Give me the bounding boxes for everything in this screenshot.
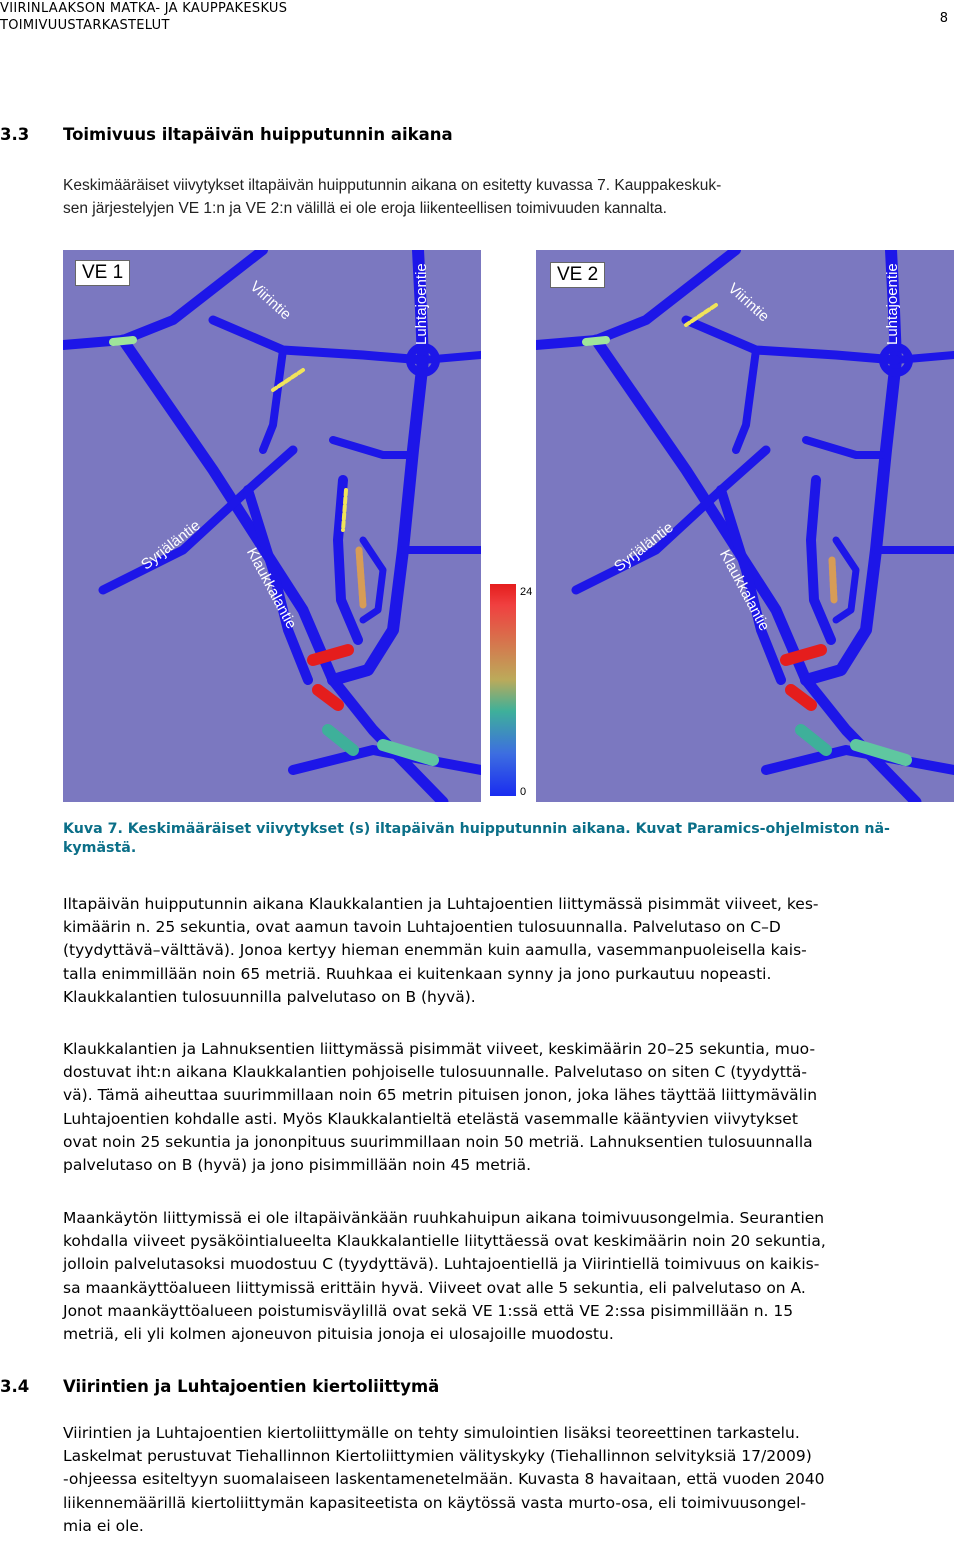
intro-line: Keskimääräiset viivytykset iltapäivän huipputunnin aikana on esitetty kuvassa 7. Kauppakeskuk- bbox=[63, 177, 722, 194]
text-line: talla enimmillään noin 65 metriä. Ruuhkaa ei kuitenkaan synny ja jono purkautuu nopeasti. bbox=[63, 964, 772, 983]
map-ve1-label: VE 1 bbox=[75, 260, 130, 286]
road-label-viirintie: Viirintie bbox=[724, 280, 773, 326]
text-line: kohdalla viiveet pysäköintialueelta Klaukkalantielle liityttäessä ovat keskimäärin noin 20 sekuntia, bbox=[63, 1232, 826, 1251]
intro-line: sen järjestelyjen VE 1:n ja VE 2:n välillä ei ole eroja liikenteellisen toimivuuden kannalta. bbox=[63, 200, 667, 218]
text-line: Klaukkalantien tulosuunnilla palvelutaso on B (hyvä). bbox=[63, 987, 476, 1006]
road-label-viirintie: Viirintie bbox=[246, 278, 295, 324]
section-number: 3.4 bbox=[0, 1377, 30, 1396]
body-paragraph bbox=[63, 1422, 953, 1538]
text-line: mia ei ole. bbox=[63, 1516, 144, 1535]
document-header bbox=[0, 0, 287, 34]
text-line: (tyydyttävä–välttävä). Jonoa kertyy hieman enemmän kuin aamulla, vasemmanpuoleisella kais- bbox=[63, 941, 807, 960]
intro-paragraph bbox=[63, 174, 953, 220]
legend-min-value: 0 bbox=[520, 786, 527, 798]
text-line: Laskelmat perustuvat Tiehallinnon Kiertoliittymien välityskyky (Tiehallinnon selvityksiä 17/2009) bbox=[63, 1447, 812, 1466]
caption-line: kymästä. bbox=[63, 840, 137, 856]
road-label-syrjalantie: Syrjäläntie bbox=[611, 518, 677, 576]
delay-color-scale bbox=[490, 584, 516, 796]
text-line: Klaukkalantien ja Lahnuksentien liittymässä pisimmät viiveet, keskimäärin 20–25 sekuntia, muo- bbox=[63, 1040, 816, 1058]
road-label-luhtajoentie: Luhtajoentie bbox=[884, 263, 901, 345]
text-line: metriä, eli yli kolmen ajoneuvon pituisia jonoja ei ulosajoille muodostu. bbox=[63, 1325, 614, 1344]
road-label-klaukkalantie: Klaukkalantie bbox=[242, 545, 300, 632]
text-line: ovat noin 25 sekuntia ja jononpituus suurimmillaan noin 50 metriä. Lahnuksentien tulosuunnalla bbox=[63, 1132, 813, 1151]
section-title: Toimivuus iltapäivän huipputunnin aikana bbox=[63, 125, 453, 144]
text-line: Viirintien ja Luhtajoentien kiertoliittymälle on tehty simulointien lisäksi teoreettinen tarkastelu. bbox=[63, 1424, 800, 1442]
map-ve2 bbox=[536, 250, 954, 802]
legend-max-value: 24 bbox=[520, 586, 533, 598]
text-line: vä). Tämä aiheuttaa suurimmillaan noin 65 metrin pituisen jonon, joka lähes täyttää liittymävälin bbox=[63, 1086, 818, 1105]
delay-legend bbox=[486, 580, 534, 802]
map-ve2-label: VE 2 bbox=[550, 262, 605, 288]
body-paragraph bbox=[63, 1207, 953, 1346]
text-line: palvelutaso on B (hyvä) ja jono pisimmillään noin 45 metriä. bbox=[63, 1156, 532, 1175]
text-line: -ohjeessa esiteltyyn suomalaiseen laskentamenetelmään. Kuvasta 8 havaitaan, että vuoden 2040 bbox=[63, 1470, 825, 1489]
header-subtitle: TOIMIVUUSTARKASTELUT bbox=[0, 18, 170, 33]
section-heading-3-3 bbox=[0, 125, 900, 144]
map-ve1 bbox=[63, 250, 481, 802]
text-line: dostuvat iht:n aikana Klaukkalantien pohjoiselle tulosuunnalle. Palvelutaso on siten C (tyydyttä- bbox=[63, 1063, 807, 1082]
road-label-klaukkalantie: Klaukkalantie bbox=[715, 547, 773, 634]
figure-caption bbox=[63, 820, 953, 858]
section-number: 3.3 bbox=[0, 125, 30, 144]
text-line: kimäärin n. 25 sekuntia, ovat aamun tavoin Luhtajoentien tulosuunnalla. Palvelutaso on C–D bbox=[63, 918, 781, 937]
caption-line: Kuva 7. Keskimääräiset viivytykset (s) iltapäivän huipputunnin aikana. Kuvat Paramics-ohjelmiston nä- bbox=[63, 821, 890, 837]
road-label-syrjalantie: Syrjäläntie bbox=[138, 516, 204, 574]
text-line: sa maankäyttöalueen liittymissä erittäin hyvä. Viiveet ovat alle 5 sekuntia, eli palvelutaso on A. bbox=[63, 1278, 806, 1297]
text-line: jolloin palvelutasoksi muodostuu C (tyydyttävä). Luhtajoentiellä ja Viirintiellä toimivuus on kaikis- bbox=[63, 1255, 820, 1274]
header-title: VIIRINLAAKSON MATKA- JA KAUPPAKESKUS bbox=[0, 1, 288, 16]
section-title: Viirintien ja Luhtajoentien kiertoliittymä bbox=[63, 1377, 440, 1396]
body-paragraph bbox=[63, 1038, 953, 1177]
text-line: Luhtajoentien kohdalle asti. Myös Klaukkalantieltä etelästä vasemmalle kääntyvien viivytykset bbox=[63, 1109, 798, 1128]
section-heading-3-4 bbox=[0, 1377, 900, 1396]
text-line: Jonot maankäyttöalueen poistumisväylillä ovat sekä VE 1:ssä että VE 2:ssa pisimmillään n. 15 bbox=[63, 1301, 794, 1320]
text-line: Maankäytön liittymissä ei ole iltapäivänkään ruuhkahuipun aikana toimivuusongelmia. Seurantien bbox=[63, 1209, 825, 1227]
road-label-luhtajoentie: Luhtajoentie bbox=[413, 263, 430, 345]
text-line: Iltapäivän huipputunnin aikana Klaukkalantien ja Luhtajoentien liittymässä pisimmät viiveet, kes- bbox=[63, 895, 819, 913]
page-number: 8 bbox=[939, 11, 948, 26]
body-paragraph bbox=[63, 893, 953, 1009]
text-line: liikennemäärillä kiertoliittymän kapasiteetista on käytössä vasta murto-osa, eli toimivuusongel- bbox=[63, 1493, 807, 1512]
